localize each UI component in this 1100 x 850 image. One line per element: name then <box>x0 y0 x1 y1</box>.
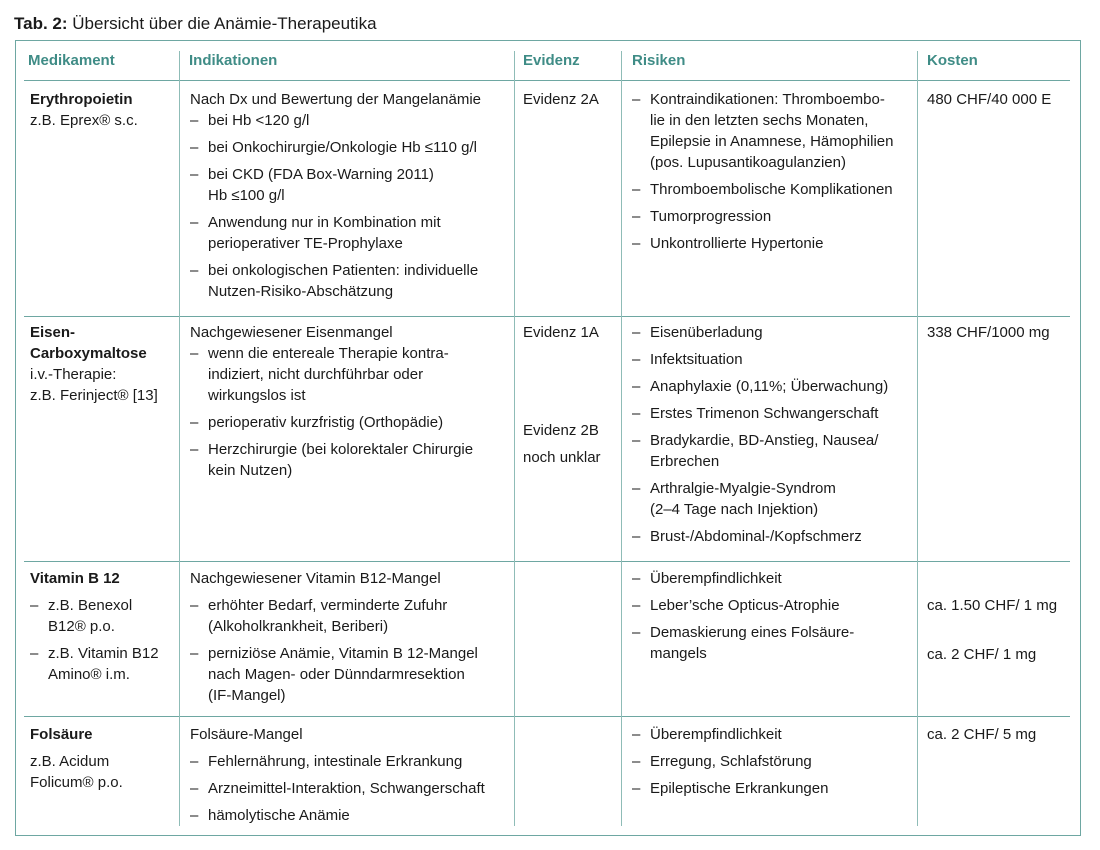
list-item: – Bradykardie, BD-Anstieg, Nausea/ Erbrechen <box>632 432 879 470</box>
list-item: – Erstes Trimenon Schwangerschaft <box>632 405 879 422</box>
list-item: – bei CKD (FDA Box-Warning 2011) Hb ≤100 g/l <box>190 166 434 204</box>
cell-kosten <box>927 595 1057 616</box>
caption-text: Übersicht über die Anämie-Therapeutika <box>67 14 377 33</box>
caption-label: Tab. 2: <box>14 14 68 33</box>
table-caption <box>14 12 377 36</box>
list-item: – Herzchirurgie (bei kolorektaler Chirurgie kein Nutzen) <box>190 441 474 479</box>
drug-detail: z.B. Acidum <box>30 753 110 770</box>
header-medikament: Medikament <box>28 52 115 69</box>
header-rule <box>24 80 1070 81</box>
list-item: – Tumorprogression <box>632 208 772 225</box>
list-item: – hämolytische Anämie <box>190 807 350 824</box>
cell-risiken <box>632 568 854 664</box>
drug-detail: z.B. Eprex® s.c. <box>30 112 138 129</box>
drug-name: Eisen- <box>30 324 76 341</box>
drug-detail: i.v.-Therapie: <box>30 366 117 383</box>
cell-kosten <box>927 644 1036 665</box>
list-item: – Fehlernährung, intestinale Erkrankung <box>190 753 463 770</box>
cell-risiken <box>632 724 828 799</box>
list-item: – bei Hb <120 g/l <box>190 112 310 129</box>
list-item: – Unkontrollierte Hypertonie <box>632 235 824 252</box>
cell-kosten <box>927 724 1036 745</box>
indication-intro: Nachgewiesener Eisenmangel <box>190 324 393 341</box>
header-risiken: Risiken <box>632 52 686 69</box>
list-item: – Leber’sche Opticus-Atrophie <box>632 597 840 614</box>
indication-intro: Folsäure-Mangel <box>190 726 303 743</box>
row-divider <box>24 716 1070 717</box>
drug-detail: z.B. Ferinject® [13] <box>30 387 158 404</box>
list-item: – erhöhter Bedarf, verminderte Zufuhr (Alkoholkrankheit, Beriberi) <box>190 597 448 635</box>
header-kosten: Kosten <box>927 52 978 69</box>
evidence-level: Evidenz 2B <box>523 422 599 439</box>
list-item: – bei Onkochirurgie/Onkologie Hb ≤110 g/l <box>190 139 477 156</box>
list-item: – Thromboembolische Komplikationen <box>632 181 893 198</box>
cell-risiken <box>632 322 888 547</box>
indication-intro: Nach Dx und Bewertung der Mangelanämie <box>190 91 481 108</box>
list-item: – Infektsituation <box>632 351 743 368</box>
cell-evidenz <box>523 89 599 110</box>
cell-evidenz <box>523 322 599 343</box>
list-item: – z.B. Benexol B12® p.o. <box>30 597 133 635</box>
cost-value: ca. 2 CHF/ 5 mg <box>927 726 1037 743</box>
cell-indikationen <box>190 568 478 706</box>
cost-value: ca. 1.50 CHF/ 1 mg <box>927 597 1058 614</box>
drug-name: Erythropoietin <box>30 91 133 108</box>
cost-value: 480 CHF/40 000 E <box>927 91 1052 108</box>
cell-indikationen <box>190 89 481 302</box>
cell-kosten <box>927 89 1051 110</box>
list-item: – perioperativ kurzfristig (Orthopädie) <box>190 414 444 431</box>
cell-medikament <box>30 322 158 406</box>
evidence-level: Evidenz 1A <box>523 324 599 341</box>
drug-name: Folsäure <box>30 726 93 743</box>
cell-medikament <box>30 724 123 793</box>
list-item: – Arthralgie-Myalgie-Syndrom (2–4 Tage nach Injektion) <box>632 480 836 518</box>
list-item: – Kontraindikationen: Thromboembo- lie in den letzten sechs Monaten, Epilepsie in Anamnese, Hämophilien (pos. Lupusantikoagulanzien) <box>632 91 894 171</box>
indication-intro: Nachgewiesener Vitamin B12-Mangel <box>190 570 441 587</box>
drug-detail: Folicum® p.o. <box>30 774 123 791</box>
list-item: – z.B. Vitamin B12 Amino® i.m. <box>30 645 159 683</box>
list-item: – Überempfindlichkeit <box>632 726 782 743</box>
list-item: – wenn die entereale Therapie kontra- indiziert, nicht durchführbar oder wirkungslos ist <box>190 345 449 404</box>
row-divider <box>24 561 1070 562</box>
list-item: – Erregung, Schlafstörung <box>632 753 812 770</box>
evidence-note: noch unklar <box>523 449 601 466</box>
row-divider <box>24 316 1070 317</box>
list-item: – Anaphylaxie (0,11%; Überwachung) <box>632 378 889 395</box>
cost-value: ca. 2 CHF/ 1 mg <box>927 646 1037 663</box>
list-item: – Anwendung nur in Kombination mit perioperativer TE-Prophylaxe <box>190 214 441 252</box>
cost-value: 338 CHF/1000 mg <box>927 324 1050 341</box>
list-item: – Arzneimittel-Interaktion, Schwangerschaft <box>190 780 485 797</box>
column-divider <box>179 51 180 826</box>
cell-indikationen <box>190 322 473 481</box>
list-item: – Überempfindlichkeit <box>632 570 782 587</box>
cell-evidenz <box>523 420 601 468</box>
cell-indikationen <box>190 724 485 826</box>
evidence-level: Evidenz 2A <box>523 91 599 108</box>
cell-medikament <box>30 89 138 131</box>
column-divider <box>514 51 515 826</box>
list-item: – perniziöse Anämie, Vitamin B 12-Mangel nach Magen- oder Dünndarmresektion (IF-Mangel) <box>190 645 478 704</box>
list-item: – Demaskierung eines Folsäure- mangels <box>632 624 855 662</box>
cell-medikament <box>30 568 159 685</box>
header-evidenz: Evidenz <box>523 52 580 69</box>
column-divider <box>917 51 918 826</box>
list-item: – Epileptische Erkrankungen <box>632 780 829 797</box>
list-item: – Brust-/Abdominal-/Kopfschmerz <box>632 528 862 545</box>
cell-risiken <box>632 89 893 254</box>
drug-name: Carboxymaltose <box>30 345 147 362</box>
list-item: – Eisenüberladung <box>632 324 763 341</box>
header-indikationen: Indikationen <box>189 52 278 69</box>
column-divider <box>621 51 622 826</box>
list-item: – bei onkologischen Patienten: individuelle Nutzen-Risiko-Abschätzung <box>190 262 479 300</box>
drug-name: Vitamin B 12 <box>30 570 120 587</box>
cell-kosten <box>927 322 1050 343</box>
